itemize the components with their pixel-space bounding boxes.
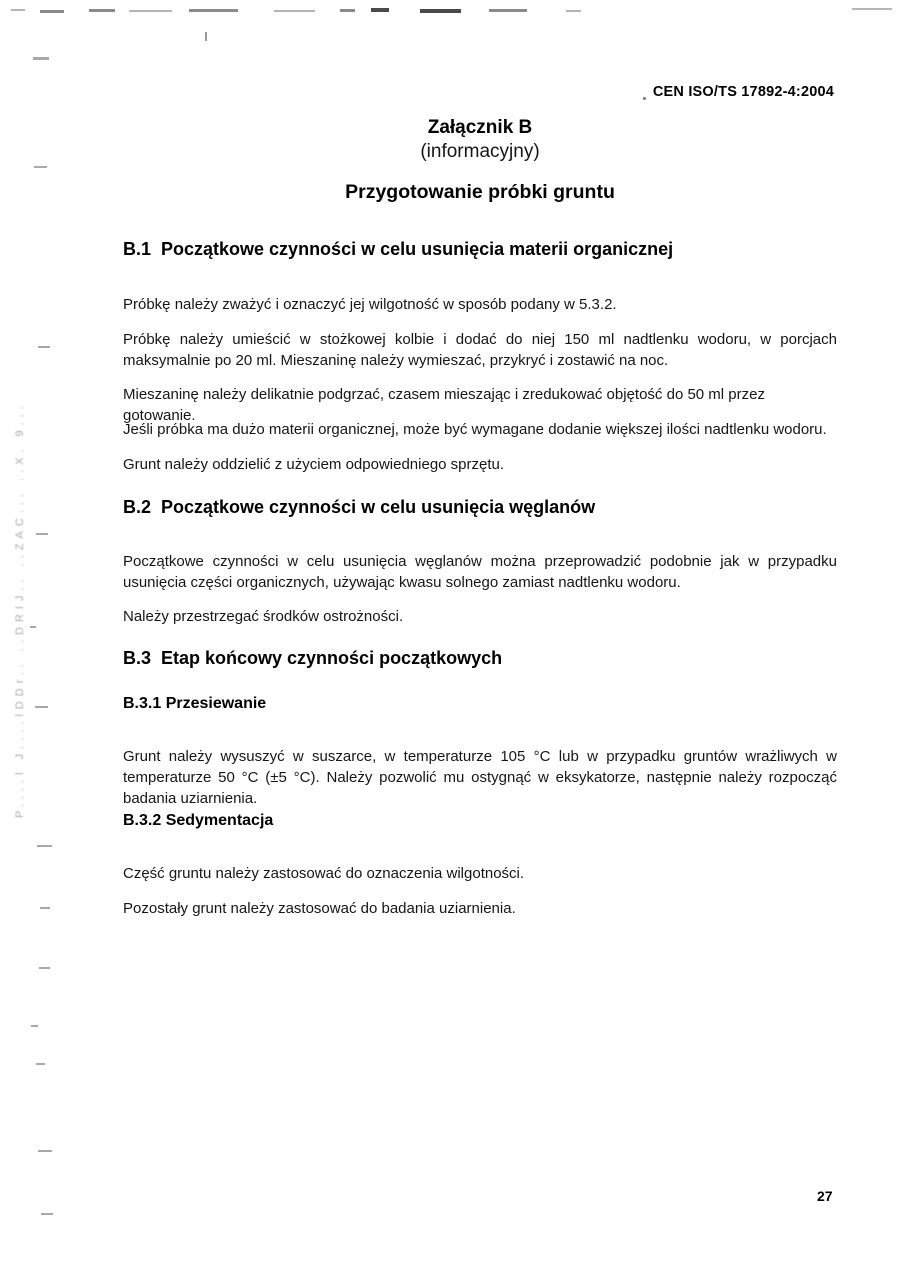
document-reference-header: CEN ISO/TS 17892-4:2004 xyxy=(652,84,834,100)
scan-artifact xyxy=(420,9,461,13)
annex-kind: (informacyjny) xyxy=(420,141,540,162)
section-heading-b1: B.1 Początkowe czynności w celu usunięcia materii organicznej xyxy=(123,239,674,259)
section-heading-b32: B.3.2 Sedymentacja xyxy=(123,812,274,829)
scan-artifact xyxy=(34,166,47,168)
section-heading-b31: B.3.1 Przesiewanie xyxy=(123,695,267,712)
scan-artifact xyxy=(852,8,892,10)
paragraph: Próbkę należy zważyć i oznaczyć jej wilgotność w sposób podany w 5.3.2. xyxy=(123,296,617,313)
annex-title: Załącznik B xyxy=(427,117,533,138)
scan-artifact xyxy=(38,346,50,348)
document-title: Przygotowanie próbki gruntu xyxy=(345,181,615,203)
scan-artifact xyxy=(31,1025,38,1027)
scan-artifact xyxy=(274,10,315,12)
scan-artifact xyxy=(40,10,64,13)
scan-artifact xyxy=(36,1063,45,1065)
scan-artifact xyxy=(371,8,389,12)
scan-artifact xyxy=(340,9,355,12)
scan-artifact xyxy=(566,10,581,12)
scan-artifact xyxy=(11,9,25,11)
paragraph: Część gruntu należy zastosować do oznaczenia wilgotności. xyxy=(123,865,525,882)
scan-artifact xyxy=(36,533,48,535)
scan-artifact xyxy=(189,9,238,12)
paragraph: Początkowe czynności w celu usunięcia węglanów można przeprowadzić podobnie jak w przypadku usunięcia części organicznych, używając kwasu solnego zamiast nadtlenku wodoru. xyxy=(123,553,837,591)
paragraph: Należy przestrzegać środków ostrożności. xyxy=(123,608,404,625)
scan-artifact xyxy=(489,9,527,12)
paragraph: Próbkę należy umieścić w stożkowej kolbie i dodać do niej 150 ml nadtlenku wodoru, w porcjach maksymalnie po 20 ml. Mieszaninę należy wymieszać, przykryć i zostawić na noc. xyxy=(123,331,837,369)
margin-stamp-text: P....l J....lDDr.. ..DRIJ.. ..ZAC... ..X. 9... xyxy=(14,401,26,818)
paragraph: Pozostały grunt należy zastosować do badania uziarnienia. xyxy=(123,900,516,917)
page-number: 27 xyxy=(817,1188,833,1204)
scan-artifact xyxy=(89,9,115,12)
section-heading-b2: B.2 Początkowe czynności w celu usunięcia węglanów xyxy=(123,497,596,517)
scan-artifact xyxy=(205,32,207,41)
paragraph: Jeśli próbka ma dużo materii organicznej, może być wymagane dodanie większej ilości nadtlenku wodoru. xyxy=(123,421,827,438)
paragraph: Grunt należy wysuszyć w suszarce, w temperaturze 105 °C lub w przypadku gruntów wrażliwych w temperaturze 50 °C (±5 °C). Należy pozwolić mu ostygnąć w eksykatorze, następnie należy rozpocząć badania uziarnienia. xyxy=(123,748,837,807)
section-heading-b3: B.3 Etap końcowy czynności początkowych xyxy=(123,648,503,668)
scan-artifact xyxy=(40,907,50,909)
scan-artifact xyxy=(33,57,49,60)
scan-artifact xyxy=(30,626,36,628)
paragraph: Grunt należy oddzielić z użyciem odpowiedniego sprzętu. xyxy=(123,456,505,473)
scan-artifact xyxy=(38,1150,52,1152)
scan-artifact xyxy=(35,706,48,708)
scan-artifact xyxy=(129,10,172,12)
paragraph: Mieszaninę należy delikatnie podgrzać, czasem mieszając i zredukować objętość do 50 ml przez gotowanie. xyxy=(123,386,765,424)
header-dot-artifact xyxy=(643,97,646,100)
scan-artifact xyxy=(37,845,52,847)
scan-artifact xyxy=(39,967,50,969)
scan-artifact xyxy=(41,1213,53,1215)
